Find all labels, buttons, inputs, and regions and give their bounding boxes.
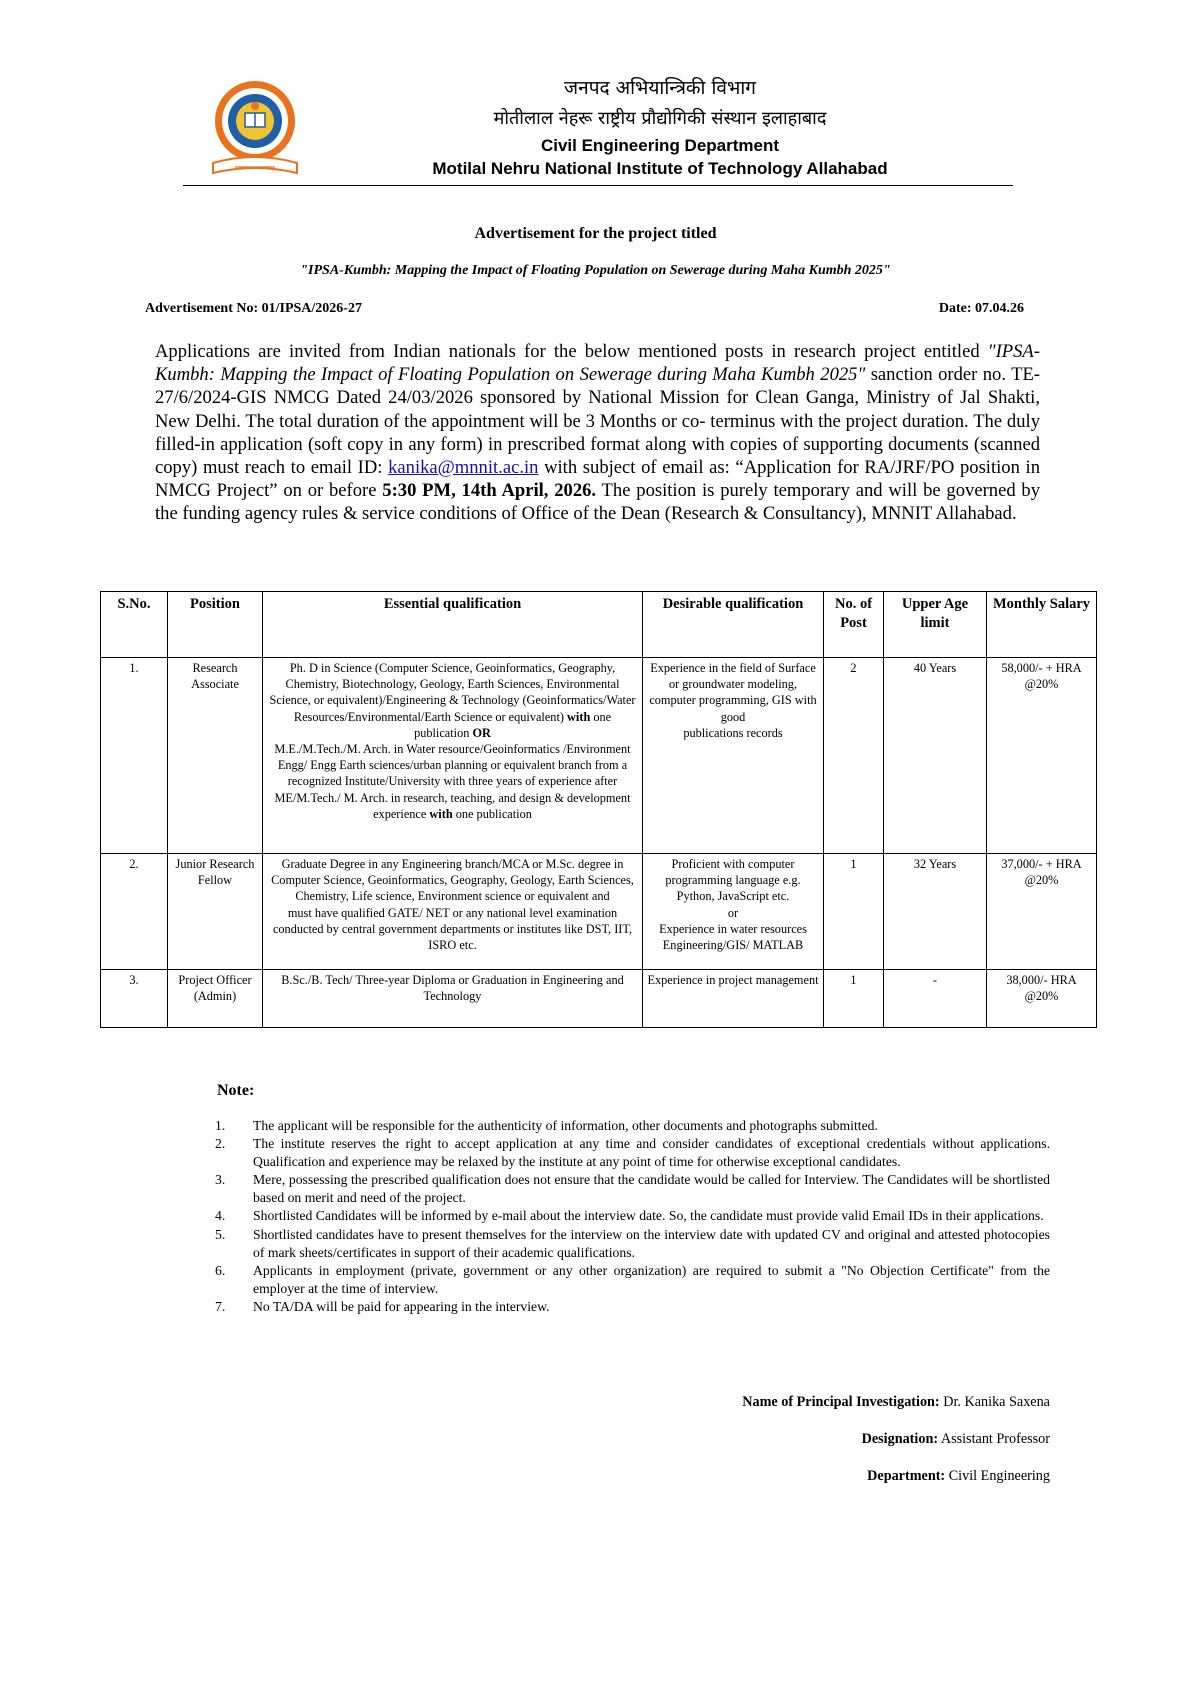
advertisement-date: Date: 07.04.26 [938,301,1024,316]
cell-salary: 37,000/- + HRA @20% [987,854,1097,970]
pi-label: Name of Principal Investigation: [742,1394,940,1410]
intro-project-name: "IPSA-Kumbh: Mapping the Impact of Floating Population on Sewerage during Maha Kumbh 2025" [155,341,1040,386]
intro-deadline: 5:30 PM, 14th April, 2026. [382,480,597,502]
note-number: 5. [215,1226,226,1242]
intro-text-2: sanction order no. TE-27/6/2024-GIS NMCG Dated 24/03/2026 sponsored by National Mission for Clean Ganga, Ministry of Jal Shakti, New Delhi. The total duration of the appointment will be 3 Months or co- terminus with the project duration. The duly filled-in application (soft copy in any form) in prescribed format along with copies of supporting documents (scanned copy) must reach to email ID: [155,364,1040,479]
table-row [101,970,1097,1028]
cell-essential [263,854,643,970]
list-item [215,1226,1050,1262]
cell-essential [263,658,643,854]
list-item [215,1171,1050,1207]
header-salary: Monthly Salary [987,592,1097,658]
desirable-text: Proficient with computer programming language e.g. Python, JavaScript etc. [665,857,801,904]
designation [500,1431,1050,1448]
header-desirable: Desirable qualification [643,592,824,658]
cell-desirable: Experience in project management [643,970,824,1028]
intro-paragraph [155,340,1040,526]
note-number: 6. [215,1262,226,1278]
header-divider [183,185,1013,186]
advertisement-heading: Advertisement for the project titled [474,225,717,242]
intro-text-4: The position is purely temporary and will be governed by the funding agency rules & service conditions of Office of the Dean (Research & Consultancy), MNNIT Allahabad. [155,480,1041,525]
header-position: Position [168,592,263,658]
note-text: Mere, possessing the prescribed qualification does not ensure that the candidate would be called for Interview. The Candidates will be shortlisted based on merit and need of the project. [253,1172,1050,1206]
note-text: Shortlisted Candidates will be informed by e-mail about the interview date. So, the candidate must provide valid Email IDs in their applications. [253,1208,1044,1224]
note-number: 1. [215,1118,226,1133]
department [500,1468,1050,1485]
essential-text: Ph. D in Science (Computer Science, Geoinformatics, Geography, Chemistry, Biotechnology, Geology, Earth Sciences, Environmental Science, or equivalent)/Engineering & Technology (Geoinformatics/Water Resources/Environmental/Earth Science or equivalent) [269,661,636,724]
note-number: 3. [215,1172,226,1188]
posts-table [100,591,1097,1028]
cell-age: - [884,970,987,1028]
cell-position: Research Associate [168,658,263,854]
department-value: Civil Engineering [945,1468,1050,1484]
essential-text: must have qualified GATE/ NET or any national level examination conducted by central government departments or institutes like DST, IIT, ISRO etc. [272,905,633,953]
contact-email-link[interactable]: kanika@mnnit.ac.in [388,457,539,479]
header-essential: Essential qualification [263,592,643,658]
cell-age: 32 Years [884,854,987,970]
cell-posts: 2 [824,658,884,854]
header-age: Upper Age limit [884,592,987,658]
notes-list [215,1117,1050,1316]
essential-text: M.E./M.Tech./M. Arch. in Water resource/Geoinformatics /Environment Engg/ Engg Earth sciences/urban planning or equivalent branch from a recognized Institute/University with three years of experience after ME/M.Tech./ M. Arch. in research, teaching, and design & development experience [274,742,631,821]
list-item [215,1298,1050,1316]
note-text: Shortlisted candidates have to present themselves for the interview on the interview date with updated CV and original and attested photocopies of mark sheets/certificates in support of their academic qualifications. [253,1226,1050,1260]
cell-posts: 1 [824,854,884,970]
note-text: The institute reserves the right to accept application at any time and consider candidates of exceptional credentials without applications. Qualification and experience may be relaxed by the institute at any point of time for otherwise exceptional candidates. [253,1136,1050,1170]
advertisement-number: Advertisement No: 01/IPSA/2026-27 [145,301,362,316]
note-text: The applicant will be responsible for the authenticity of information, other documents and photographs submitted. [253,1118,878,1133]
header-hindi-department: जनपद अभियान्त्रिकी विभाग [564,77,756,99]
list-item [215,1135,1050,1171]
list-item [215,1117,1050,1135]
desirable-text: Experience in water resources Engineering/GIS/ MATLAB [659,921,807,953]
cell-age: 40 Years [884,658,987,854]
project-title: "IPSA-Kumbh: Mapping the Impact of Floating Population on Sewerage during Maha Kumbh 2025" [300,263,891,278]
cell-posts: 1 [824,970,884,1028]
header-sno: S.No. [101,592,168,658]
header-hindi-institute: मोतीलाल नेहरू राष्ट्रीय प्रौद्योगिकी संस्थान इलाहाबाद [493,108,827,129]
cell-salary: 38,000/- HRA @20% [987,970,1097,1028]
notes-title: Note: [217,1082,255,1099]
essential-bold: with [567,709,591,724]
list-item [215,1262,1050,1298]
note-text: Applicants in employment (private, government or any other organization) are required to submit a "No Objection Certificate" from the employer at the time of interview. [253,1262,1050,1296]
essential-bold: OR [472,725,491,740]
header-posts: No. of Post [824,592,884,658]
principal-investigator [500,1394,1050,1411]
desirable-text: publications records [683,725,783,740]
note-text: No TA/DA will be paid for appearing in the interview. [253,1298,550,1314]
note-number: 2. [215,1136,226,1152]
intro-text-3: with subject of email as: “Application for RA/JRF/PO position in NMCG Project” on or before [155,457,1040,502]
header-department: Civil Engineering Department [540,136,780,155]
desirable-text: or [727,905,739,920]
department-label: Department: [867,1468,946,1484]
cell-sno: 3. [101,970,168,1028]
note-number: 7. [215,1298,226,1314]
header-institute: Motilal Nehru National Institute of Technology Allahabad [432,159,888,178]
cell-sno: 2. [101,854,168,970]
cell-essential: B.Sc./B. Tech/ Three-year Diploma or Graduation in Engineering and Technology [263,970,643,1028]
institute-logo [205,77,305,177]
cell-desirable [643,658,824,854]
cell-desirable [643,854,824,970]
table-header-row [101,592,1097,658]
cell-sno: 1. [101,658,168,854]
essential-text: one publication [414,709,612,740]
list-item [215,1207,1050,1225]
cell-salary: 58,000/- + HRA @20% [987,658,1097,854]
essential-text: Graduate Degree in any Engineering branch/MCA or M.Sc. degree in Computer Science, Geoinformatics, Geography, Geology, Earth Sciences, Chemistry, Life science, Environment science or equivalent and [271,857,634,904]
intro-text-1: Applications are invited from Indian nationals for the below mentioned posts in research project entitled [155,341,988,362]
desirable-text: Experience in the field of Surface or groundwater modeling, computer programming, GIS with good [649,661,817,724]
table-row [101,658,1097,854]
designation-label: Designation: [861,1431,939,1447]
note-number: 4. [215,1208,226,1224]
designation-value: Assistant Professor [938,1431,1050,1447]
table-row [101,854,1097,970]
essential-text: one publication [452,806,532,821]
cell-position: Project Officer (Admin) [168,970,263,1028]
essential-bold: with [429,806,453,821]
pi-value: Dr. Kanika Saxena [939,1394,1050,1410]
cell-position: Junior Research Fellow [168,854,263,970]
